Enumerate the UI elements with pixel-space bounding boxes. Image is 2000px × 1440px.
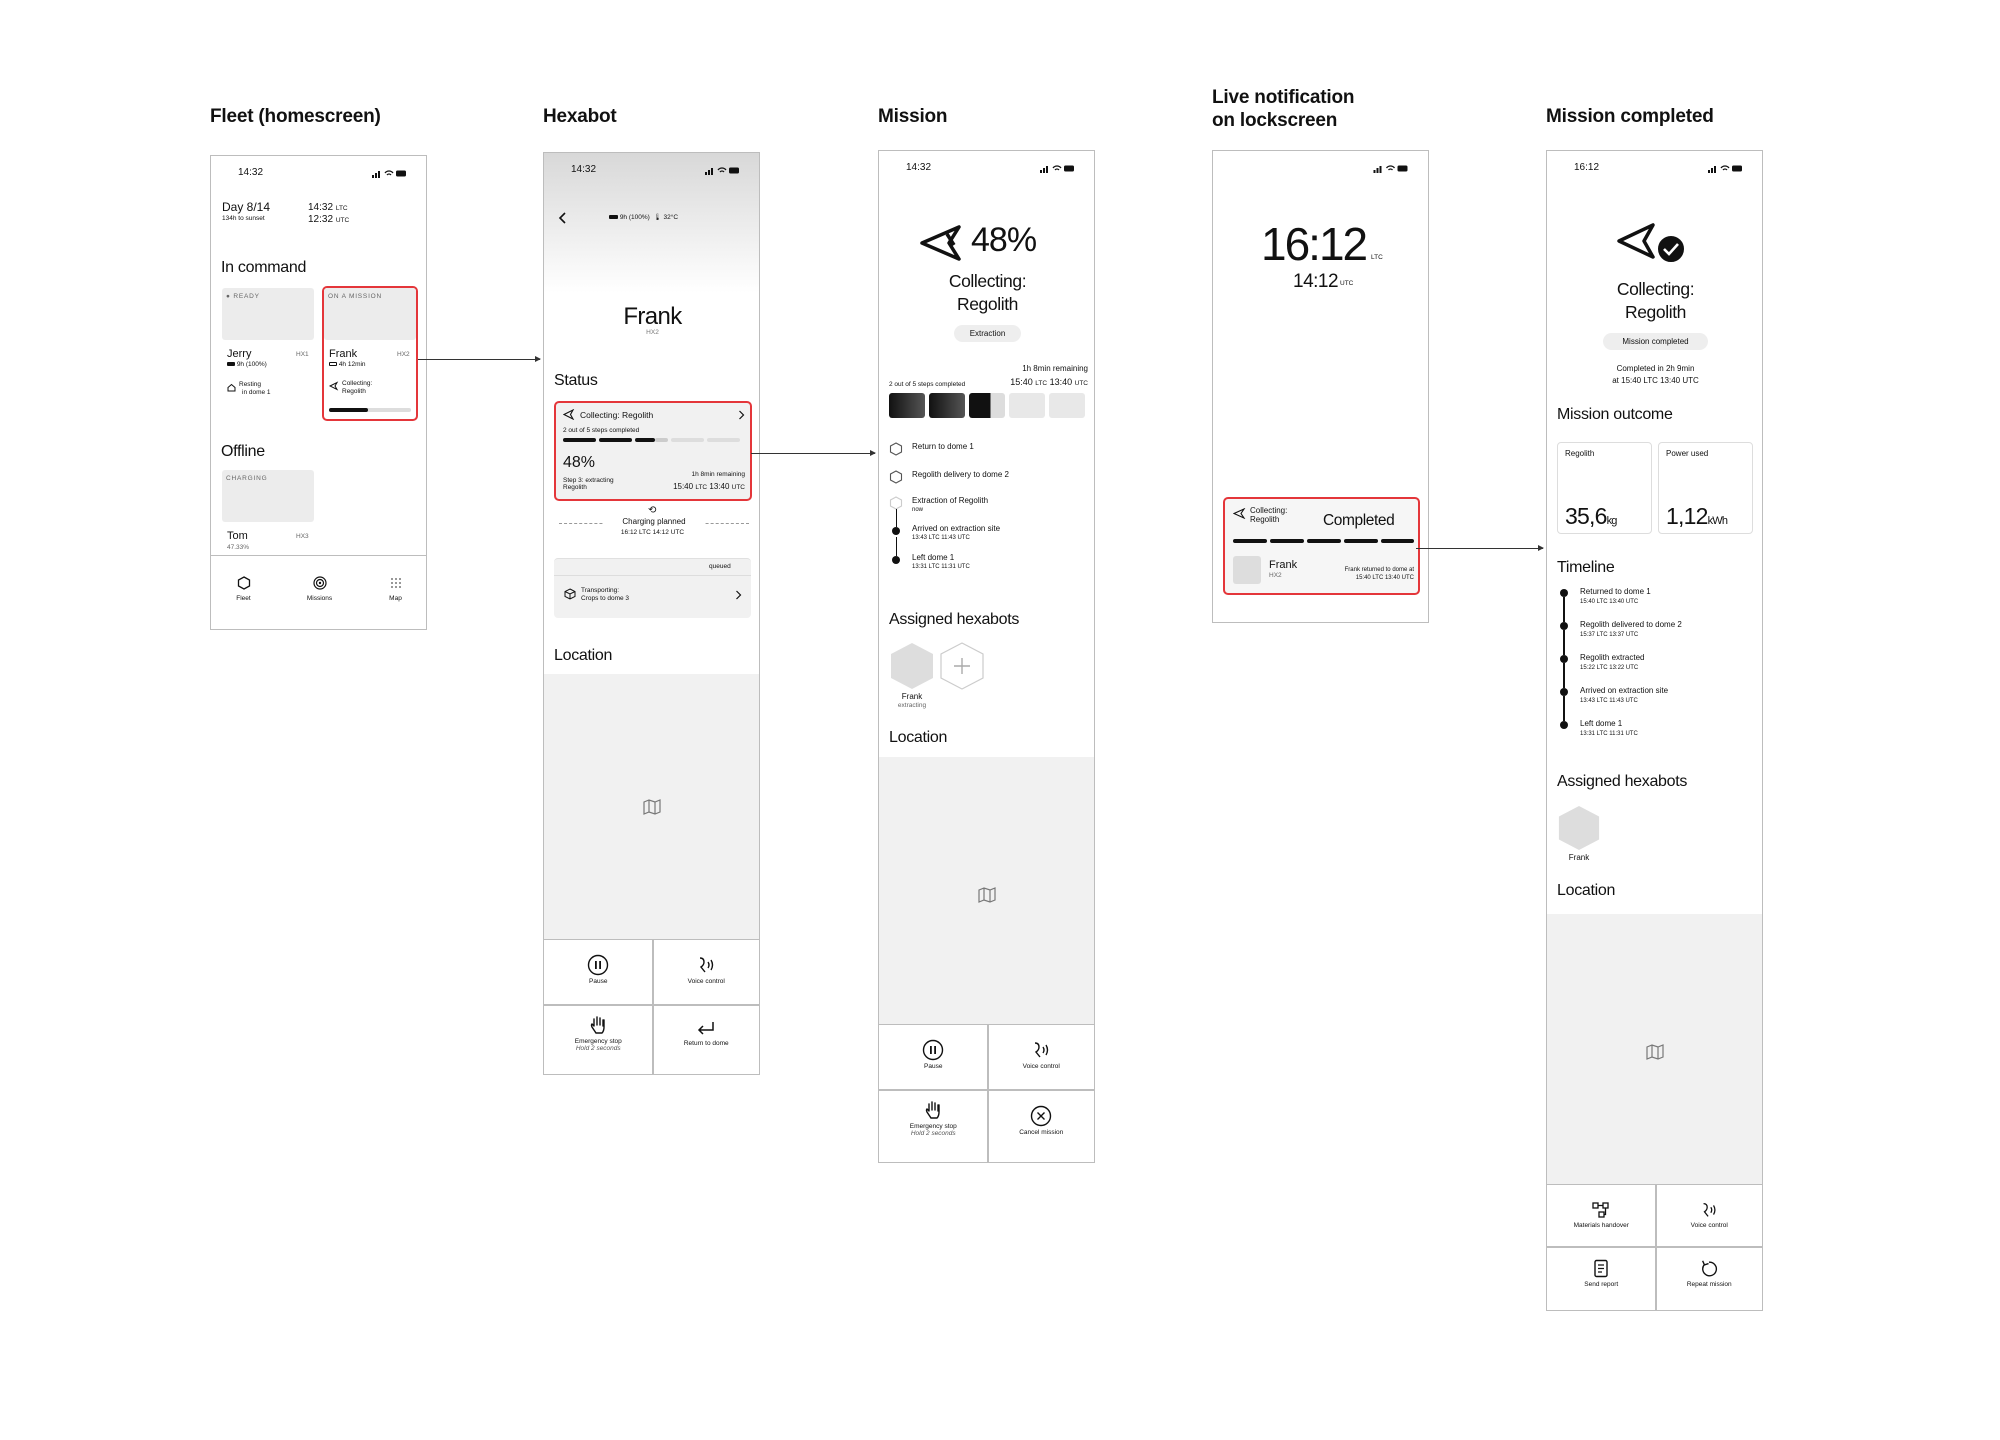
action-label: Return to dome <box>683 1040 729 1047</box>
event-time: 15:22 LTC 13:22 UTC <box>1580 665 1639 671</box>
status-time: 14:32 <box>238 167 264 178</box>
voice-icon <box>1030 1039 1052 1061</box>
mission-tag: Extraction <box>954 325 1021 342</box>
title-live-2: on lockscreen <box>1212 110 1338 131</box>
mission-title-1: Collecting: <box>948 271 1027 291</box>
send-report-button[interactable] <box>1547 1259 1656 1288</box>
step-pending-hexagon <box>889 442 903 456</box>
event-label: Regolith delivered to dome 2 <box>1580 620 1682 629</box>
metric-label: Regolith <box>1565 449 1595 458</box>
progress-percent: 48% <box>563 454 596 471</box>
ready-badge: ● READY <box>226 293 260 300</box>
cancel-circle-icon <box>1030 1105 1052 1127</box>
tab-map[interactable] <box>373 576 418 603</box>
tab-label: Fleet <box>236 595 251 602</box>
map-icon <box>1646 1044 1664 1060</box>
chevron-right-icon <box>738 410 745 420</box>
title-hexabot: Hexabot <box>543 106 617 127</box>
bot-thumbnail <box>1233 556 1261 584</box>
hexabot-name: Frank <box>623 303 682 330</box>
mission-title-2: Regolith <box>1624 302 1686 322</box>
title-mission: Mission <box>878 106 948 127</box>
eta-utc: 13:40 <box>709 482 730 491</box>
lock-time-utc: 14:12 <box>1293 271 1339 292</box>
event-label: Left dome 1 <box>1580 719 1623 728</box>
timeline-dot <box>1560 721 1568 729</box>
status-icons <box>1706 164 1744 173</box>
status-icons <box>370 169 408 178</box>
hexabot-card-tom[interactable] <box>222 470 314 550</box>
step-label: Return to dome 1 <box>912 442 974 451</box>
remaining-text: 1h 8min remaining <box>691 471 745 478</box>
bot-code: HX1 <box>296 351 309 358</box>
handover-icon <box>1590 1200 1612 1220</box>
ltc-unit: LTC <box>1371 254 1383 261</box>
mission-status-card[interactable] <box>554 401 752 501</box>
bot-code: HX2 <box>397 351 410 358</box>
charge-utc: 14:12 <box>652 529 669 536</box>
status-icons <box>1368 164 1413 173</box>
hexabot-avatar[interactable] <box>1557 804 1601 852</box>
location-map[interactable] <box>879 757 1095 1024</box>
cancel-mission-button[interactable] <box>987 1105 1095 1136</box>
outcome-heading: Mission outcome <box>1557 406 1673 423</box>
timeline-heading: Timeline <box>1557 559 1615 576</box>
target-icon <box>313 576 327 590</box>
battery-text: 47.33% <box>227 544 250 551</box>
remaining-text: 1h 8min remaining <box>1022 364 1088 373</box>
mission-progress-fill <box>329 408 368 412</box>
hold-hint: Hold 2 seconds <box>910 1130 956 1137</box>
action-panel <box>1547 1184 1763 1311</box>
metric-value: 35,6 <box>1565 503 1607 529</box>
materials-handover-button[interactable] <box>1547 1200 1656 1229</box>
fleet-screen <box>210 155 427 630</box>
hexabot-card-frank[interactable] <box>322 286 418 421</box>
return-arrow-icon <box>695 1018 717 1038</box>
action-label: Pause <box>589 978 608 985</box>
sunset-label: 134h to sunset <box>222 215 265 222</box>
collecting-icon <box>919 223 967 263</box>
mission-title-2: Regolith <box>956 294 1018 314</box>
utc-unit: UTC <box>670 529 685 536</box>
timeline-connector <box>1563 663 1565 688</box>
voice-control-button[interactable] <box>987 1039 1095 1070</box>
metric-unit: kWh <box>1707 515 1728 527</box>
step-block-5 <box>1049 393 1085 418</box>
assigned-heading: Assigned hexabots <box>889 611 1020 628</box>
tab-label: Missions <box>306 595 333 602</box>
ltc-unit: LTC <box>335 205 348 212</box>
voice-control-button[interactable] <box>652 954 760 985</box>
queued-label: queued <box>709 563 731 570</box>
hand-icon <box>587 1014 609 1036</box>
utc-unit: UTC <box>1340 280 1354 287</box>
return-to-dome-button[interactable] <box>652 1018 760 1047</box>
event-time: 13:43 LTC 11:43 UTC <box>1580 698 1638 704</box>
collecting-icon <box>563 409 575 420</box>
utc-unit: UTC <box>1074 380 1088 387</box>
metric-value: 1,12 <box>1666 503 1708 529</box>
status-heading: Status <box>554 372 598 389</box>
mission-completed-tag: Mission completed <box>1603 333 1708 350</box>
action-label: Voice control <box>1690 1222 1728 1229</box>
step-label: Regolith delivery to dome 2 <box>912 470 1009 479</box>
in-command-heading: In command <box>221 259 307 276</box>
bot-state: extracting <box>897 702 927 709</box>
tab-missions[interactable] <box>297 576 342 603</box>
eta-utc: 13:40 <box>1049 377 1073 387</box>
report-icon <box>1590 1259 1612 1279</box>
step-pending-hexagon <box>889 470 903 484</box>
back-chevron-icon[interactable] <box>558 212 568 224</box>
emergency-stop-button[interactable] <box>879 1099 988 1137</box>
mission-title-1: Collecting: <box>1616 279 1695 299</box>
home-icon <box>227 383 236 392</box>
action-label: Pause <box>924 1063 943 1070</box>
charge-ltc: 16:12 <box>620 529 638 536</box>
status-icons <box>703 166 741 175</box>
title-fleet: Fleet (homescreen) <box>210 106 381 127</box>
temperature-text: 32°C <box>663 214 679 221</box>
notification-status: Completed <box>1323 512 1395 529</box>
action-label: Emergency stop <box>574 1038 622 1045</box>
location-map[interactable] <box>1547 914 1763 1184</box>
hexabot-card-jerry[interactable] <box>222 288 314 418</box>
mission-completed-screen <box>1546 150 1763 1311</box>
emergency-stop-button[interactable] <box>544 1014 653 1052</box>
utc-time: 12:32 <box>308 214 334 225</box>
timeline-dot <box>1560 589 1568 597</box>
step-block-2 <box>929 393 965 418</box>
location-heading: Location <box>554 647 613 664</box>
step-time: 13:43 LTC 11:43 UTC <box>912 535 970 541</box>
title-live-1: Live notification <box>1212 87 1355 108</box>
step-block-4 <box>1009 393 1045 418</box>
event-label: Returned to dome 1 <box>1580 587 1651 596</box>
action-panel <box>544 939 760 1075</box>
timeline-connector <box>1563 696 1565 721</box>
metric-unit: kg <box>1606 515 1617 527</box>
event-time: 15:37 LTC 13:37 UTC <box>1580 632 1639 638</box>
step-time: now <box>912 507 924 513</box>
tab-bar <box>211 555 427 630</box>
steps-text: 2 out of 5 steps completed <box>889 381 966 388</box>
completed-duration: Completed in 2h 9min <box>1616 364 1695 373</box>
notification-message-2: 15:40 LTC 13:40 UTC <box>1355 575 1414 581</box>
timeline-dot <box>1560 688 1568 696</box>
action-label: Repeat mission <box>1686 1281 1732 1288</box>
status-line-1: Collecting: <box>342 380 373 387</box>
bot-name: Jerry <box>227 348 252 360</box>
step-connector <box>896 509 898 527</box>
step-block-3 <box>969 393 1005 418</box>
pause-button[interactable] <box>544 954 653 985</box>
collecting-icon <box>1233 508 1246 519</box>
flow-arrow <box>1416 548 1543 549</box>
power-metric <box>1658 442 1753 534</box>
event-time: 15:40 LTC 13:40 UTC <box>1580 599 1639 605</box>
step-pending-hexagon <box>889 496 903 510</box>
step-label-1: Step 3: extracting <box>563 477 614 484</box>
bot-code: HX2 <box>1269 572 1282 579</box>
eta-ltc: 15:40 <box>673 482 694 491</box>
notification-message-1: Frank returned to dome at <box>1344 567 1414 573</box>
event-label: Regolith extracted <box>1580 653 1645 662</box>
status-time: 14:32 <box>906 162 932 173</box>
flow-arrow <box>751 453 875 454</box>
completed-time: at 15:40 LTC 13:40 UTC <box>1612 376 1699 385</box>
step-connector <box>896 537 898 556</box>
action-label: Send report <box>1584 1281 1619 1288</box>
utc-unit: UTC <box>335 217 350 224</box>
queued-mission-card[interactable] <box>554 558 751 618</box>
bot-name: Tom <box>227 530 248 542</box>
voice-icon <box>1698 1200 1720 1220</box>
map-icon <box>978 887 996 903</box>
grid-icon <box>389 576 403 590</box>
flow-arrow <box>418 359 540 360</box>
step-label-2: Regolith <box>563 484 587 491</box>
notification-title-1: Collecting: <box>1250 506 1288 515</box>
charging-plug-icon: ⟲ <box>648 505 657 516</box>
eta-ltc: 15:40 <box>1010 377 1033 387</box>
voice-icon <box>695 954 717 976</box>
event-label: Arrived on extraction site <box>1580 686 1669 695</box>
action-label: Emergency stop <box>909 1123 957 1130</box>
ltc-unit: LTC <box>1035 380 1048 387</box>
hexabot-screen: 14:32 9h (100%) 🌡 32°C Frank HX2 Status Collecting: Regolith 2 out of 5 steps completed 48% Step 3: extracting Regolith 1h 8min remaining 15:40 LTC 13:40 UTC ⟲ Charging planned 16:12 LTC 14:12 UTC queued Transporting: Crops to dome 3 Location Pause Voice control Emergency stop Hold 2 seconds Return to dome <box>543 152 760 1075</box>
step-block-1 <box>889 393 925 418</box>
step-done-dot <box>892 527 900 535</box>
hand-icon <box>922 1099 944 1121</box>
bot-code: HX3 <box>296 533 309 540</box>
transport-line-2: Crops to dome 3 <box>581 595 630 602</box>
bot-name: Frank <box>329 348 358 360</box>
transport-line-1: Transporting: <box>581 587 620 594</box>
status-time: 16:12 <box>1574 162 1600 173</box>
pause-button[interactable] <box>879 1039 988 1070</box>
status-line-1: Resting <box>239 381 262 388</box>
timeline-connector <box>1563 630 1565 655</box>
box-icon <box>564 588 576 600</box>
location-map[interactable] <box>544 674 760 939</box>
bot-name: Frank <box>1568 853 1590 862</box>
live-notification[interactable] <box>1223 497 1420 595</box>
charging-badge: CHARGING <box>226 475 268 482</box>
status-line-2: Regolith <box>342 388 366 395</box>
step-label: Left dome 1 <box>912 553 955 562</box>
collecting-icon <box>329 381 339 391</box>
pause-icon <box>587 954 609 976</box>
step-label: Extraction of Regolith <box>912 496 989 505</box>
action-label: Materials handover <box>1573 1222 1629 1229</box>
hexagon-icon <box>237 576 251 590</box>
hexabot-code: HX2 <box>646 329 659 336</box>
mission-screen <box>878 150 1095 1163</box>
timeline-dot <box>1560 622 1568 630</box>
regolith-metric <box>1557 442 1652 534</box>
add-hexabot-button[interactable] <box>939 641 985 691</box>
tab-label: Map <box>389 595 402 602</box>
bot-name: Frank <box>1269 559 1298 571</box>
metric-label: Power used <box>1666 449 1709 458</box>
repeat-mission-button[interactable] <box>1655 1259 1763 1288</box>
offline-heading: Offline <box>221 443 265 460</box>
status-time: 14:32 <box>571 164 597 175</box>
map-icon <box>643 799 661 815</box>
battery-text: 9h (100%) <box>236 361 267 368</box>
pause-icon <box>922 1039 944 1061</box>
step-label: Arrived on extraction site <box>912 524 1001 533</box>
event-time: 13:31 LTC 11:31 UTC <box>1580 731 1638 737</box>
steps-text: 2 out of 5 steps completed <box>563 427 640 434</box>
ltc-unit: LTC <box>695 484 708 491</box>
repeat-icon <box>1698 1259 1720 1279</box>
lock-time: 16:12 <box>1261 218 1367 270</box>
step-done-dot <box>892 556 900 564</box>
hexabot-avatar[interactable] <box>889 641 935 691</box>
utc-unit: UTC <box>731 484 745 491</box>
bot-name: Frank <box>901 692 923 701</box>
action-label: Voice control <box>1022 1063 1060 1070</box>
location-heading: Location <box>889 729 948 746</box>
day-label: Day 8/14 <box>222 200 271 214</box>
ltc-time: 14:32 <box>308 202 334 213</box>
timeline-connector <box>1563 597 1565 622</box>
hold-hint: Hold 2 seconds <box>575 1045 621 1052</box>
step-time: 13:31 LTC 11:31 UTC <box>912 564 970 570</box>
title-completed: Mission completed <box>1546 106 1714 127</box>
tab-fleet[interactable] <box>221 576 266 603</box>
status-icons <box>1038 164 1076 173</box>
ltc-unit: LTC <box>639 529 651 536</box>
notification-title-2: Regolith <box>1250 515 1280 524</box>
action-label: Cancel mission <box>1019 1129 1064 1136</box>
card-title: Collecting: Regolith <box>580 410 654 420</box>
assigned-heading: Assigned hexabots <box>1557 773 1688 790</box>
lockscreen <box>1212 150 1429 623</box>
battery-text: 9h (100%) <box>619 214 650 221</box>
timeline-dot <box>1560 655 1568 663</box>
action-panel <box>879 1024 1095 1163</box>
action-label: Voice control <box>687 978 725 985</box>
chevron-right-icon <box>735 590 742 600</box>
mission-badge: ON A MISSION <box>328 293 383 300</box>
mission-complete-icon <box>1615 219 1693 267</box>
status-line-2: in dome 1 <box>242 389 271 396</box>
voice-control-button[interactable] <box>1655 1200 1763 1229</box>
charging-planned: Charging planned <box>604 517 704 526</box>
location-heading: Location <box>1557 882 1616 899</box>
battery-text: 4h 12min <box>338 361 366 368</box>
progress-percent: 48% <box>971 221 1037 259</box>
